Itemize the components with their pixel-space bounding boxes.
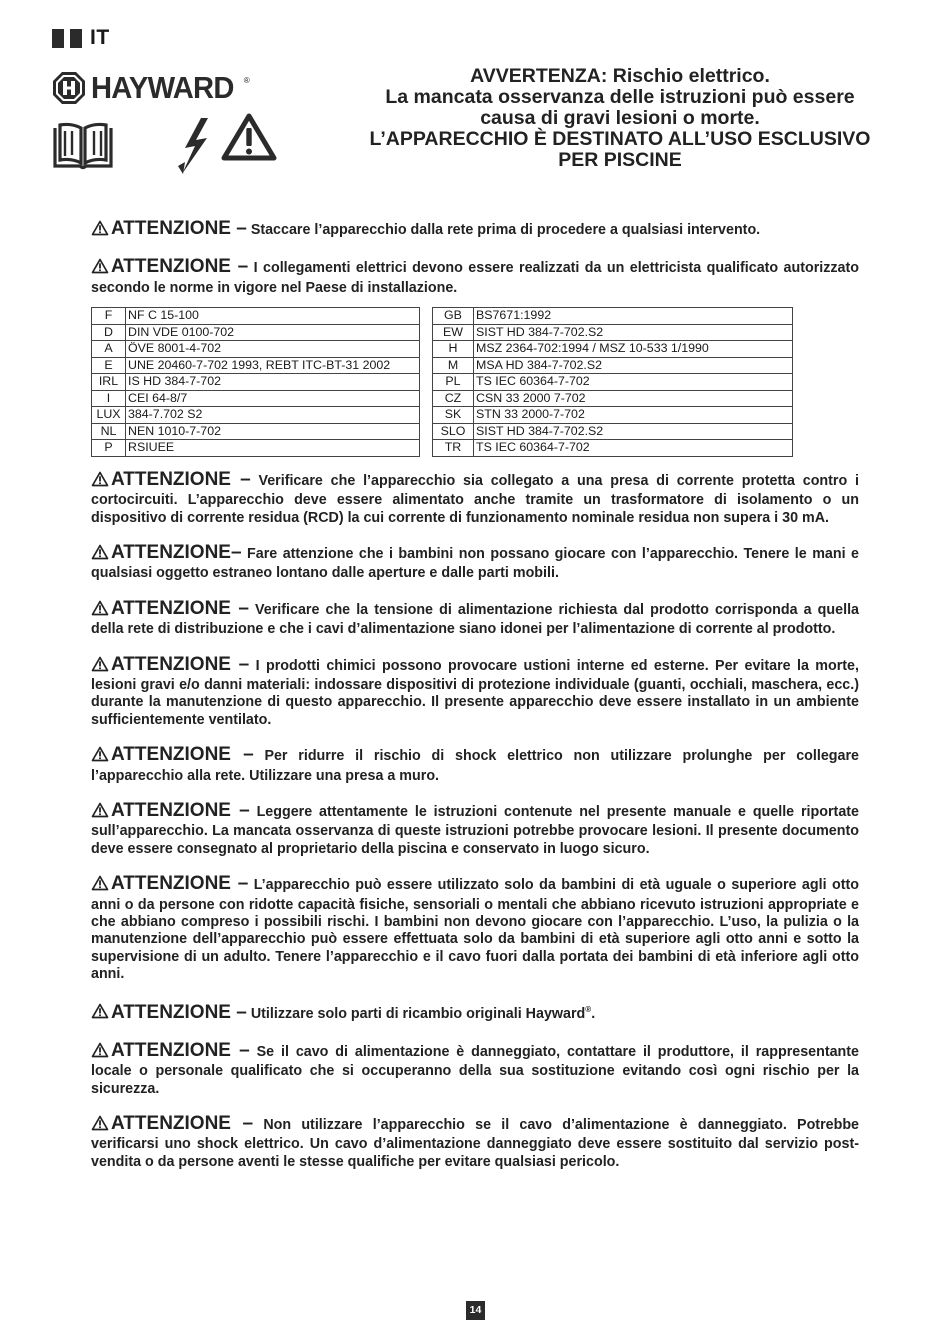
warning-triangle-icon [220,112,278,162]
warning-symbol-icon [91,544,109,565]
standards-row [92,357,793,374]
standard-name: RSIUEE [126,440,420,457]
warning-text: Utilizzare solo parti di ricambio originali Hayward [250,1005,586,1022]
country-code: D [92,324,126,341]
warning-label: ATTENZIONE– [111,541,242,563]
country-code: H [433,341,474,358]
language-indicator [52,26,110,50]
standards-row [92,407,793,424]
country-code: NL [92,423,126,440]
read-manual-icon [52,122,114,170]
warning-symbol-icon [91,471,109,492]
header-warning-line: AVVERTENZA: Rischio elettrico. [470,65,770,87]
country-code: LUX [92,407,126,424]
warning-paragraph [91,1001,859,1025]
header-warning [340,66,900,171]
standards-row [92,374,793,391]
standard-name: TS IEC 60364-7-702 [474,374,793,391]
standard-name: TS IEC 60364-7-702 [474,440,793,457]
warning-text: Verificare che l’apparecchio sia collegato a una presa di corrente protetta contro i cortocircuiti. L’apparecchio deve essere alimentato anche tramite un trasformatore di isolamento o un dispositivo di corrente residua (RCD) la cui corrente di funzionamento nominale residua non supera i 30 mA. [91,472,859,526]
warning-label: ATTENZIONE – [111,218,247,239]
warning-paragraph [91,258,859,297]
marker-square [52,29,64,48]
standards-row [92,341,793,358]
warning-symbol-icon [91,875,109,896]
page-number: 14 [466,1301,485,1320]
column-gap [420,308,433,325]
header-warning-line: L’APPARECCHIO È DESTINATO ALL’USO ESCLUSIVO [369,128,871,150]
marker-square [70,29,82,48]
warning-symbol-icon [91,802,109,823]
warning-label: ATTENZIONE – [111,468,251,490]
standard-name: SIST HD 384-7-702.S2 [474,423,793,440]
warning-paragraph [91,746,859,785]
warning-paragraph [91,1039,859,1098]
standard-name: ÖVE 8001-4-702 [126,341,420,358]
language-code: IT [90,26,110,49]
column-gap [420,407,433,424]
header-warning-line: causa di gravi lesioni o morte. [480,107,760,129]
standard-name: STN 33 2000-7-702 [474,407,793,424]
warning-label: ATTENZIONE – [111,256,249,278]
warning-paragraph [91,802,859,858]
column-gap [420,423,433,440]
standards-row [92,423,793,440]
brand-name: HAYWARD [91,70,234,105]
header-warning-line: PER PISCINE [558,149,682,171]
warning-paragraph [91,468,859,527]
warning-text: I collegamenti elettrici devono essere realizzati da un elettricista qualificato autorizzato secondo le norme in vigore nel Paese di installazione. [91,260,859,296]
standard-name: CEI 64-8/7 [126,390,420,407]
standards-row [92,324,793,341]
warning-paragraph [91,541,859,583]
country-code: F [92,308,126,325]
column-gap [420,341,433,358]
electric-hazard-icon [176,116,214,176]
standard-name: MSA HD 384-7-702.S2 [474,357,793,374]
country-code: I [92,390,126,407]
warning-paragraph [91,597,859,639]
warning-text: Non utilizzare l’apparecchio se il cavo d’alimentazione è danneggiato. Potrebbe verificarsi uno shock elettrico. Un cavo d’alimentazione danneggiato deve essere sostituito dal servizio post-vendita o da persone aventi le stesse qualifiche per evitare qualsiasi pericolo. [91,1117,859,1170]
standard-name: MSZ 2364-702:1994 / MSZ 10-533 1/1990 [474,341,793,358]
warning-text: Per ridurre il rischio di shock elettrico non utilizzare prolunghe per collegare l’apparecchio alla rete. Utilizzare una presa a muro. [91,748,859,784]
warning-symbol-icon [91,1115,109,1136]
column-gap [420,357,433,374]
country-code: PL [433,374,474,391]
warning-symbol-icon [91,746,109,767]
standards-row [92,440,793,457]
brand-logo [52,70,250,106]
country-code: CZ [433,390,474,407]
warning-paragraph [91,220,859,241]
country-code: SLO [433,423,474,440]
registered-mark: ® [243,76,250,85]
standard-name: SIST HD 384-7-702.S2 [474,324,793,341]
warning-label: ATTENZIONE – [111,1001,247,1023]
header-warning-line: La mancata osservanza delle istruzioni può essere [385,86,855,108]
warning-paragraph [91,875,859,983]
warning-symbol-icon [91,656,109,677]
warning-text-tail: . [591,1005,596,1022]
warning-text: Leggere attentamente le istruzioni contenute nel presente manuale e quelle riportate sull’apparecchio. La mancata osservanza di queste istruzioni potrebbe provocare lesioni. Il presente documento deve essere consegnato al proprietario della piscina e conservato in luogo sicuro. [91,804,859,857]
warning-symbol-icon [91,600,109,621]
country-code: M [433,357,474,374]
standard-name: DIN VDE 0100-702 [126,324,420,341]
warning-text: Verificare che la tensione di alimentazione richiesta dal prodotto corrisponda a quella della rete di distribuzione e che i cavi d’alimentazione siano idonei per l’alimentazione di corrente al prodotto. [91,601,859,638]
country-code: TR [433,440,474,457]
standard-name: NEN 1010-7-702 [126,423,420,440]
standards-row [92,390,793,407]
warning-symbol-icon [91,1042,109,1063]
warning-symbol-icon [91,258,109,279]
warning-label: ATTENZIONE – [111,873,249,895]
standard-name: IS HD 384-7-702 [126,374,420,391]
warning-text: Fare attenzione che i bambini non possano giocare con l’apparecchio. Tenere le mani e qualsiasi oggetto estraneo lontano dalle aperture e dalle parti mobili. [91,545,859,582]
registered-mark: ® [585,1004,592,1014]
warnings-section [91,220,859,1188]
warning-text: I prodotti chimici possono provocare ustioni interne ed esterne. Per evitare la morte, lesioni gravi e/o danni materiali: indossare dispositivi di protezione individuale (guanti, occhiali, maschera, ecc.) durante la manutenzione di questo apparecchio. Il presente apparecchio deve essere installato in un ambiente sufficientemente ventilato. [91,657,859,728]
warning-symbol-icon [91,1003,109,1024]
standards-table [91,307,793,457]
column-gap [420,440,433,457]
standard-name: CSN 33 2000 7-702 [474,390,793,407]
standard-name: NF C 15-100 [126,308,420,325]
warning-text: L’apparecchio può essere utilizzato solo da bambini di età uguale o superiore agli otto anni o da persone con ridotte capacità fisiche, sensoriali o mentali che abbiano ricevuto istruzioni appropriate e che abbiano compreso i possibili rischi. I bambini non devono giocare con l’apparecchio. L’uso, la pulizia o la manutenzione dell’apparecchio può essere effettuata solo da bambini di età superiore agli otto anni e sotto la supervisione di un adulto. Tenere l’apparecchio e il cavo fuori dalla portata dei bambini di età inferiore agli otto anni. [91,877,859,983]
country-code: IRL [92,374,126,391]
column-gap [420,324,433,341]
country-code: GB [433,308,474,325]
hayward-emblem-icon [52,71,86,105]
standards-row [92,308,793,325]
country-code: SK [433,407,474,424]
warning-label: ATTENZIONE – [111,653,250,675]
column-gap [420,390,433,407]
warning-paragraph [91,653,859,730]
warning-text: Se il cavo di alimentazione è danneggiato, contattare il produttore, il rappresentante locale o personale qualificato che si occuperanno della sua sostituzione evitando così ogni rischio per la sicurezza. [91,1043,859,1097]
standard-name: BS7671:1992 [474,308,793,325]
country-code: E [92,357,126,374]
column-gap [420,374,433,391]
warning-text: Staccare l’apparecchio dalla rete prima di procedere a qualsiasi intervento. [250,222,761,238]
warning-label: ATTENZIONE – [111,597,249,619]
warning-label: ATTENZIONE – [111,1039,250,1061]
warning-label: ATTENZIONE – [111,1113,254,1135]
warning-label: ATTENZIONE – [111,744,254,766]
warning-paragraph [91,1115,859,1171]
standard-name: 384-7.702 S2 [126,407,420,424]
warning-label: ATTENZIONE – [111,800,250,821]
standard-name: UNE 20460-7-702 1993, REBT ITC-BT-31 2002 [126,357,420,374]
warning-symbol-icon [91,220,109,241]
country-code: EW [433,324,474,341]
country-code: P [92,440,126,457]
country-code: A [92,341,126,358]
